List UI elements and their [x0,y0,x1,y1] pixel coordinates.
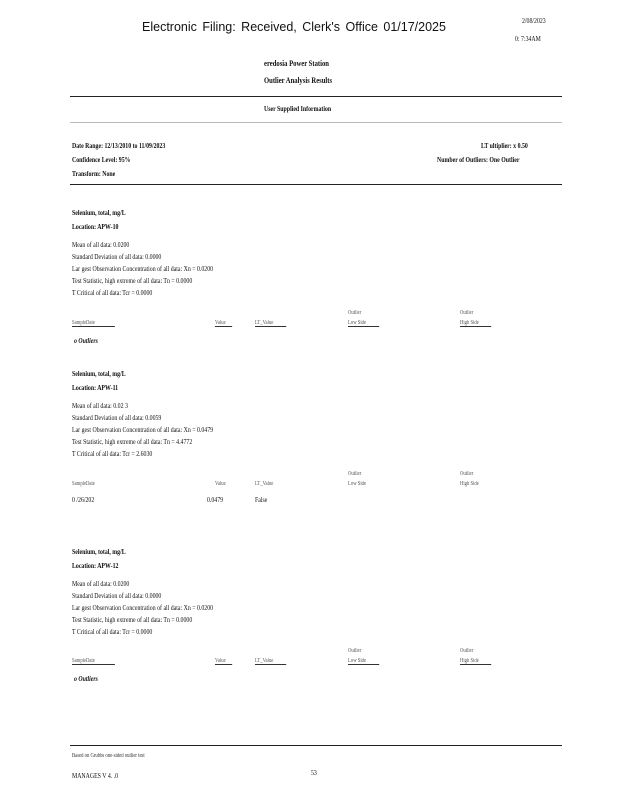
col-value: Value [215,481,226,487]
footer-note: Based on Grubbs one-sided outlier test [72,753,145,759]
col-lt-value: LT_Value [255,320,295,327]
software-version: MANAGES V 4. .0 [72,771,119,780]
col-high-side: High Side [460,658,500,665]
number-of-outliers: Number of Outliers: One Outlier [437,155,520,164]
stat-line: Standard Deviation of all data: 0.0000 [72,591,162,600]
col-sample-date: SampleDate [72,320,127,327]
col-lt-value: LT_Value [255,658,295,665]
stat-line: Mean of all data: 0.0200 [72,579,130,588]
header-rule [70,96,562,97]
stat-line: Test Statistic, high extreme of all data: Tn = 0.0000 [72,276,193,285]
row-value: 0.0479 [207,495,224,504]
col-high-side: High Side [460,320,500,327]
col-high-side: High Side [460,481,479,487]
col-value: Value [215,320,237,327]
analyte-label: Selenium, total, mg/L [72,547,126,556]
location-label: Location: APW-11 [72,383,119,392]
report-title: Outlier Analysis Results [264,75,333,85]
col-outlier-high: Outlier [460,648,474,654]
stat-line: Test Statistic, high extreme of all data: Tn = 4.4772 [72,437,193,446]
stat-line: Lar gest Observation Concentration of all data: Xn = 0.0200 [72,603,214,612]
stamp-date: 2/08/2023 [522,16,546,25]
col-outlier-high: Outlier [460,471,474,477]
col-sample-date: SampleDate [72,481,95,487]
row-sample-date: 0 /26/202 [72,495,95,504]
col-sample-date: SampleDate [72,658,127,665]
stamp-time: 0: 7:34AM [515,34,541,43]
filing-stamp: Electronic Filing: Received, Clerk's Office 01/17/2025 [142,20,446,34]
stat-line: T Critical of all data: Tcr = 0.0000 [72,288,153,297]
lt-multiplier: LT ultiplier: x 0.50 [481,141,528,150]
location-label: Location: APW-10 [72,222,119,231]
col-low-side: Low Side [348,320,388,327]
stat-line: Lar gest Observation Concentration of all data: Xn = 0.0479 [72,425,214,434]
section-rule [70,122,562,123]
stat-line: Standard Deviation of all data: 0.0059 [72,413,162,422]
analyte-label: Selenium, total, mg/L [72,208,126,217]
col-outlier-low: Outlier [348,648,362,654]
col-lt-value: LT_Value [255,481,274,487]
col-outlier-high: Outlier [460,310,474,316]
stat-line: Lar gest Observation Concentration of all data: Xn = 0.0200 [72,264,214,273]
row-lt-value: False [255,495,268,504]
col-outlier-low: Outlier [348,471,362,477]
col-outlier-low: Outlier [348,310,362,316]
stat-line: Standard Deviation of all data: 0.0000 [72,252,162,261]
analyte-label: Selenium, total, mg/L [72,369,126,378]
page-number: 53 [311,768,317,777]
transform: Transform: None [72,169,116,178]
footer-rule [70,745,562,746]
info-rule [70,184,562,185]
stat-line: T Critical of all data: Tcr = 2.6030 [72,449,153,458]
stat-line: Mean of all data: 0.0200 [72,240,130,249]
no-outliers-note: o Outliers [74,674,98,683]
col-value: Value [215,658,237,665]
stat-line: T Critical of all data: Tcr = 0.0000 [72,627,153,636]
confidence-level: Confidence Level: 95% [72,155,131,164]
no-outliers-note: o Outliers [74,336,98,345]
stat-line: Mean of all data: 0.02 3 [72,401,128,410]
location-label: Location: APW-12 [72,561,119,570]
section-title: User Supplied Information [264,104,332,113]
date-range: Date Range: 12/13/2010 to 11/09/2023 [72,141,166,150]
col-low-side: Low Side [348,481,367,487]
stat-line: Test Statistic, high extreme of all data: Tn = 0.0000 [72,615,193,624]
station-name: eredosia Power Station [264,58,329,68]
col-low-side: Low Side [348,658,388,665]
